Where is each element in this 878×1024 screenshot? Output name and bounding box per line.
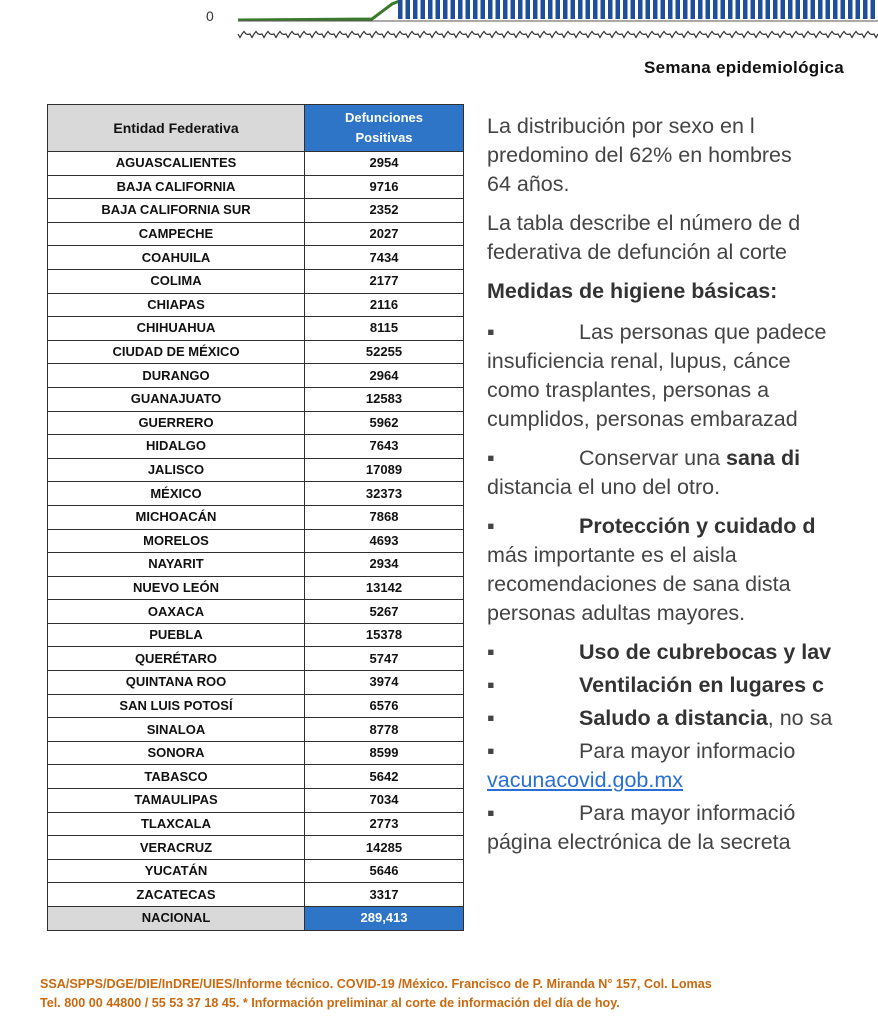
- table-row: [48, 505, 464, 529]
- table-row: [48, 765, 464, 789]
- text-bold: Protección y cuidado d: [579, 514, 816, 538]
- text-line: más importante es el aisla: [487, 543, 737, 567]
- bar: [511, 0, 516, 19]
- bar: [518, 0, 523, 19]
- state-name-cell: SINALOA: [48, 718, 305, 742]
- footer-line-2: Tel. 800 00 44800 / 55 53 37 18 45. * Información preliminar al corte de información del día de hoy.: [40, 996, 620, 1010]
- deaths-cell: 5747: [305, 647, 464, 671]
- bar: [601, 0, 606, 19]
- table-row: [48, 293, 464, 317]
- body-text-column: [487, 112, 878, 867]
- table-row: [48, 671, 464, 695]
- table-row: [48, 482, 464, 506]
- bar: [556, 0, 561, 19]
- text-bold: Uso de cubrebocas y lav: [579, 640, 832, 664]
- footer-line-1: SSA/SPPS/DGE/DIE/InDRE/UIES/Informe técnico. COVID-19 /México. Francisco de P. Miranda N° 157, Col. Lomas: [40, 977, 712, 991]
- bar: [466, 0, 471, 19]
- state-name-cell: OAXACA: [48, 600, 305, 624]
- text-line: cumplidos, personas embarazad: [487, 407, 798, 431]
- bar: [533, 0, 538, 19]
- bar: [706, 0, 711, 19]
- chart-plot-area: [0, 0, 878, 58]
- table-row: [48, 812, 464, 836]
- bar: [451, 0, 456, 19]
- bar: [773, 0, 778, 19]
- table-header-row: [48, 105, 464, 152]
- table-body: [48, 152, 464, 907]
- state-name-cell: HIDALGO: [48, 435, 305, 459]
- bullet-masks: [487, 638, 878, 667]
- text-line: insuficiencia renal, lupus, cánce: [487, 349, 791, 373]
- deaths-cell: 14285: [305, 836, 464, 860]
- bar: [728, 0, 733, 19]
- bar: [458, 0, 463, 19]
- deaths-cell: 5642: [305, 765, 464, 789]
- bar: [443, 0, 448, 19]
- bar: [796, 0, 801, 19]
- text-line: distancia el uno del otro.: [487, 475, 721, 499]
- deaths-cell: 9716: [305, 175, 464, 199]
- deaths-cell: 2352: [305, 199, 464, 223]
- bar: [691, 0, 696, 19]
- state-name-cell: BAJA CALIFORNIA: [48, 175, 305, 199]
- table-total-row: [48, 907, 464, 931]
- chart-fragment: [0, 0, 878, 90]
- deaths-cell: 3317: [305, 883, 464, 907]
- bar: [623, 0, 628, 19]
- text-line: página electrónica de la secreta: [487, 830, 791, 854]
- bar: [653, 0, 658, 19]
- bullet-icon: ▪: [487, 446, 495, 470]
- paragraph-table-description: [487, 209, 878, 267]
- x-axis-title: Semana epidemiológica: [644, 58, 844, 77]
- state-name-cell: PUEBLA: [48, 623, 305, 647]
- table-row: [48, 647, 464, 671]
- text-line: Las personas que padece: [579, 320, 827, 344]
- bar: [638, 0, 643, 19]
- state-name-cell: CHIHUAHUA: [48, 317, 305, 341]
- header-deaths-line2: Positivas: [355, 130, 413, 145]
- state-name-cell: CAMPECHE: [48, 222, 305, 246]
- bar: [631, 0, 636, 19]
- bullet-protection: [487, 512, 878, 628]
- bar: [608, 0, 613, 19]
- table-row: [48, 718, 464, 742]
- deaths-cell: 8778: [305, 718, 464, 742]
- table-row: [48, 199, 464, 223]
- bar: [421, 0, 426, 19]
- deaths-cell: 32373: [305, 482, 464, 506]
- bar: [488, 0, 493, 19]
- bar: [788, 0, 793, 19]
- bullet-icon: ▪: [487, 320, 495, 344]
- text-line: Para mayor informació: [579, 801, 796, 825]
- table-row: [48, 529, 464, 553]
- table-row: [48, 836, 464, 860]
- bar: [751, 0, 756, 19]
- state-name-cell: QUINTANA ROO: [48, 671, 305, 695]
- state-name-cell: COAHUILA: [48, 246, 305, 270]
- bullet-vaccine-info: [487, 737, 878, 795]
- page-footer: [40, 975, 878, 1013]
- table-row: [48, 694, 464, 718]
- bar: [736, 0, 741, 19]
- state-name-cell: QUERÉTARO: [48, 647, 305, 671]
- bullet-icon: ▪: [487, 514, 495, 538]
- state-name-cell: NUEVO LEÓN: [48, 576, 305, 600]
- bar: [616, 0, 621, 19]
- state-name-cell: ZACATECAS: [48, 883, 305, 907]
- bar: [548, 0, 553, 19]
- table-row: [48, 435, 464, 459]
- text-line: 64 años.: [487, 172, 570, 196]
- table-row: [48, 364, 464, 388]
- state-name-cell: COLIMA: [48, 269, 305, 293]
- table-row: [48, 883, 464, 907]
- deaths-by-state-table: [47, 104, 464, 931]
- state-name-cell: TLAXCALA: [48, 812, 305, 836]
- bullet-icon: ▪: [487, 640, 495, 664]
- text-line: , no sa: [767, 706, 833, 730]
- bar: [436, 0, 441, 19]
- bar: [833, 0, 838, 19]
- deaths-cell: 2027: [305, 222, 464, 246]
- bar: [526, 0, 531, 19]
- state-name-cell: CHIAPAS: [48, 293, 305, 317]
- bullet-distance: [487, 444, 878, 502]
- table-row: [48, 317, 464, 341]
- deaths-cell: 2116: [305, 293, 464, 317]
- table-row: [48, 600, 464, 624]
- table-row: [48, 741, 464, 765]
- deaths-cell: 6576: [305, 694, 464, 718]
- bar: [713, 0, 718, 19]
- deaths-cell: 3974: [305, 671, 464, 695]
- bar: [428, 0, 433, 19]
- state-name-cell: JALISCO: [48, 458, 305, 482]
- table-row: [48, 246, 464, 270]
- bar: [743, 0, 748, 19]
- text-line: personas adultas mayores.: [487, 601, 746, 625]
- bar: [398, 0, 403, 19]
- header-deaths: [305, 105, 464, 152]
- bar: [646, 0, 651, 19]
- state-name-cell: CIUDAD DE MÉXICO: [48, 340, 305, 364]
- bar: [698, 0, 703, 19]
- bullet-icon: ▪: [487, 706, 495, 730]
- deaths-cell: 17089: [305, 458, 464, 482]
- state-name-cell: SAN LUIS POTOSÍ: [48, 694, 305, 718]
- bar: [503, 0, 508, 19]
- deaths-cell: 2964: [305, 364, 464, 388]
- header-entity: Entidad Federativa: [48, 105, 305, 152]
- table-row: [48, 576, 464, 600]
- table-row: [48, 623, 464, 647]
- deaths-cell: 13142: [305, 576, 464, 600]
- state-name-cell: TAMAULIPAS: [48, 789, 305, 813]
- deaths-cell: 5962: [305, 411, 464, 435]
- bar: [721, 0, 726, 19]
- state-name-cell: MÉXICO: [48, 482, 305, 506]
- text-line: La distribución por sexo en l: [487, 114, 755, 138]
- bar: [563, 0, 568, 19]
- bar: [811, 0, 816, 19]
- bar: [818, 0, 823, 19]
- table-row: [48, 553, 464, 577]
- bar: [593, 0, 598, 19]
- table-row: [48, 152, 464, 176]
- bar: [676, 0, 681, 19]
- state-name-cell: AGUASCALIENTES: [48, 152, 305, 176]
- bullet-greeting: [487, 704, 878, 733]
- vaccine-link[interactable]: vacunacovid.gob.mx: [487, 768, 683, 792]
- bar: [496, 0, 501, 19]
- table-row: [48, 411, 464, 435]
- bullet-more-info: [487, 799, 878, 857]
- state-name-cell: SONORA: [48, 741, 305, 765]
- bar: [766, 0, 771, 19]
- table-row: [48, 789, 464, 813]
- bar: [661, 0, 666, 19]
- bar: [578, 0, 583, 19]
- bar: [413, 0, 418, 19]
- bar: [781, 0, 786, 19]
- text-line: Para mayor informacio: [579, 739, 796, 763]
- state-name-cell: DURANGO: [48, 364, 305, 388]
- y-axis-zero-label: 0: [206, 8, 214, 24]
- state-name-cell: GUERRERO: [48, 411, 305, 435]
- bar: [856, 0, 861, 19]
- series-line: [238, 0, 402, 20]
- deaths-cell: 52255: [305, 340, 464, 364]
- state-name-cell: BAJA CALIFORNIA SUR: [48, 199, 305, 223]
- deaths-cell: 2773: [305, 812, 464, 836]
- deaths-cell: 7434: [305, 246, 464, 270]
- text-line: La tabla describe el número de d: [487, 211, 801, 235]
- table-row: [48, 458, 464, 482]
- bar: [473, 0, 478, 19]
- deaths-cell: 4693: [305, 529, 464, 553]
- table-row: [48, 340, 464, 364]
- deaths-cell: 2934: [305, 553, 464, 577]
- text-line: predomino del 62% en hombres: [487, 143, 792, 167]
- text-line: Conservar una: [579, 446, 726, 470]
- state-name-cell: MORELOS: [48, 529, 305, 553]
- bullet-icon: ▪: [487, 801, 495, 825]
- deaths-cell: 7034: [305, 789, 464, 813]
- table-row: [48, 269, 464, 293]
- deaths-cell: 8115: [305, 317, 464, 341]
- bullet-icon: ▪: [487, 673, 495, 697]
- state-name-cell: NAYARIT: [48, 553, 305, 577]
- text-bold: Saludo a distancia: [579, 706, 768, 730]
- text-bold: sana di: [726, 446, 801, 470]
- table-row: [48, 222, 464, 246]
- state-name-cell: TABASCO: [48, 765, 305, 789]
- bar: [803, 0, 808, 19]
- total-value: 289,413: [305, 907, 464, 931]
- state-name-cell: GUANAJUATO: [48, 387, 305, 411]
- deaths-cell: 5646: [305, 859, 464, 883]
- paragraph-sex-distribution: [487, 112, 878, 199]
- text-line: como trasplantes, personas a: [487, 378, 770, 402]
- bar: [586, 0, 591, 19]
- x-tick-labels-squiggle: [238, 32, 878, 38]
- deaths-cell: 5267: [305, 600, 464, 624]
- bar: [541, 0, 546, 19]
- deaths-cell: 8599: [305, 741, 464, 765]
- table-row: [48, 387, 464, 411]
- deaths-cell: 7868: [305, 505, 464, 529]
- bullet-icon: ▪: [487, 739, 495, 763]
- bar: [863, 0, 868, 19]
- text-line: recomendaciones de sana dista: [487, 572, 791, 596]
- hygiene-heading: Medidas de higiene básicas:: [487, 279, 778, 303]
- bullet-ventilation: [487, 671, 878, 700]
- total-label: NACIONAL: [48, 907, 305, 931]
- header-deaths-line1: Defunciones: [344, 110, 423, 125]
- bar: [683, 0, 688, 19]
- bar: [571, 0, 576, 19]
- bar: [848, 0, 853, 19]
- bar: [841, 0, 846, 19]
- bar: [826, 0, 831, 19]
- deaths-cell: 15378: [305, 623, 464, 647]
- bar: [668, 0, 673, 19]
- deaths-cell: 7643: [305, 435, 464, 459]
- deaths-cell: 2177: [305, 269, 464, 293]
- state-name-cell: VERACRUZ: [48, 836, 305, 860]
- deaths-cell: 12583: [305, 387, 464, 411]
- bullet-risk-groups: [487, 318, 878, 434]
- bar: [871, 0, 876, 19]
- state-name-cell: MICHOACÁN: [48, 505, 305, 529]
- deaths-cell: 2954: [305, 152, 464, 176]
- bar: [406, 0, 411, 19]
- state-name-cell: YUCATÁN: [48, 859, 305, 883]
- bar: [481, 0, 486, 19]
- table-row: [48, 859, 464, 883]
- bar: [758, 0, 763, 19]
- table-row: [48, 175, 464, 199]
- text-line: federativa de defunción al corte: [487, 240, 788, 264]
- text-bold: Ventilación en lugares c: [579, 673, 824, 697]
